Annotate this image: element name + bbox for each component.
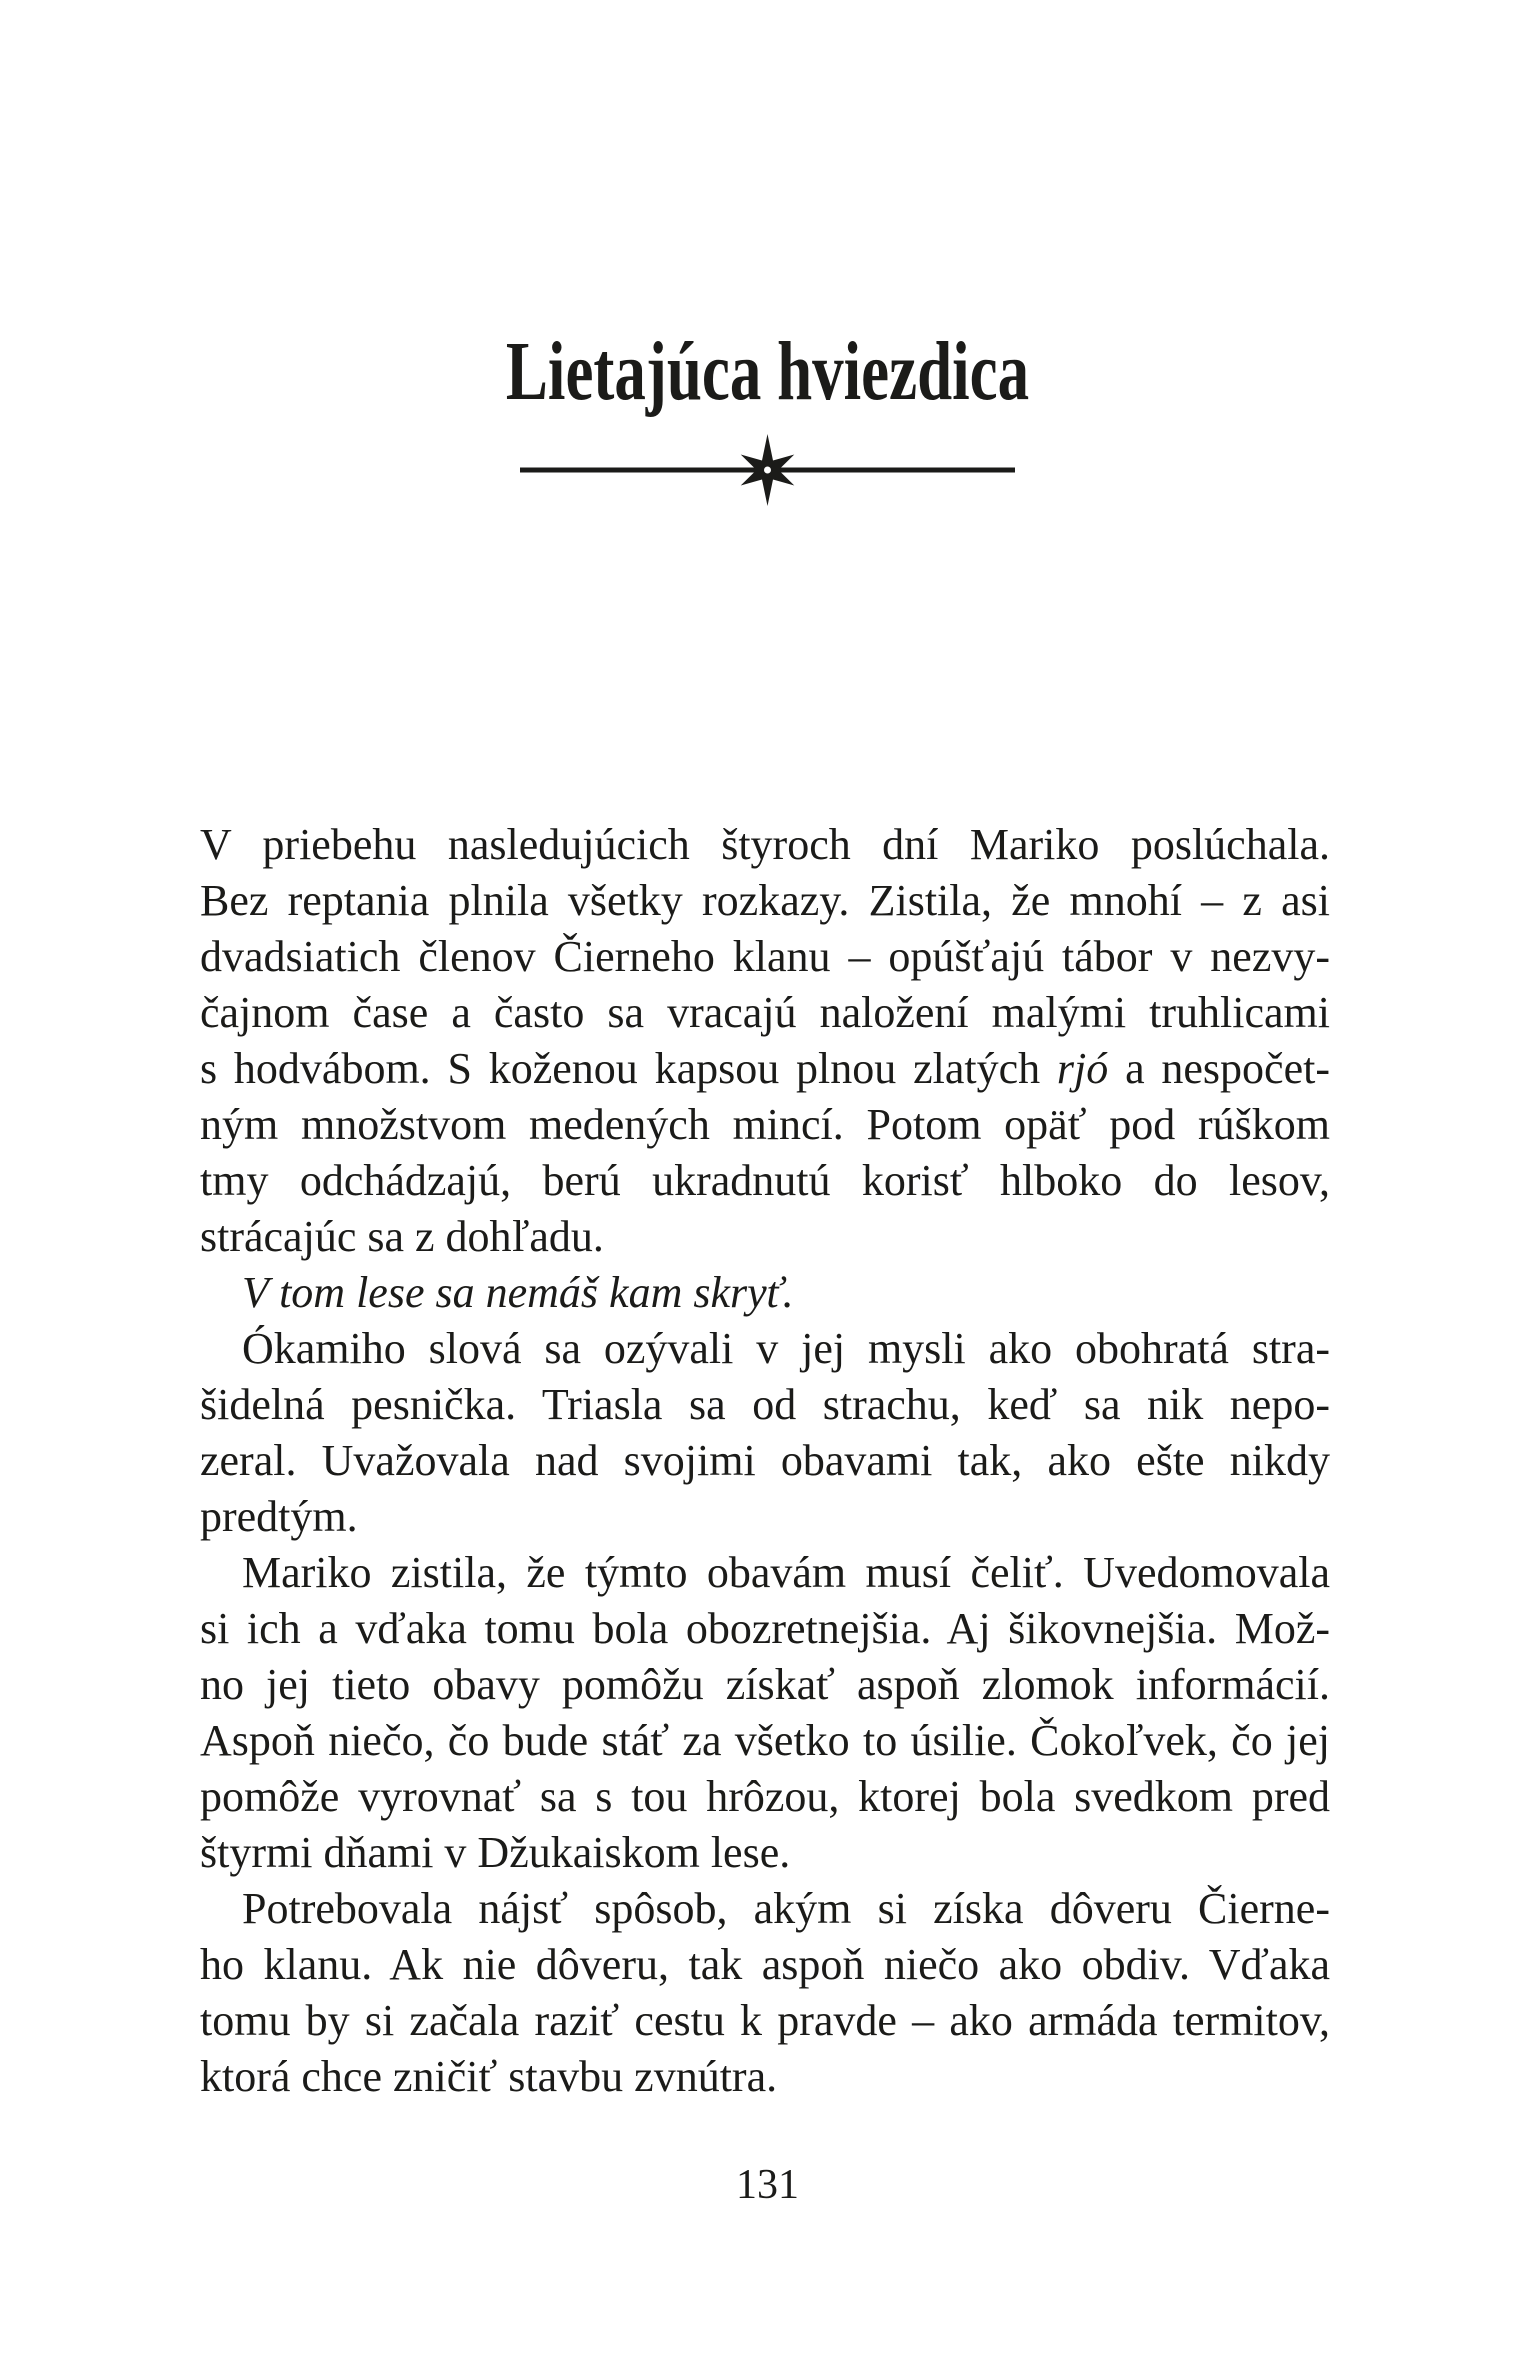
text-line: ho klanu. Ak nie dôveru, tak aspoň niečo ako obdiv. Vďaka xyxy=(200,1940,1330,1989)
text-line: Aspoň niečo, čo bude stáť za všetko to úsilie. Čokoľvek, čo jej xyxy=(200,1716,1330,1765)
star-divider xyxy=(520,430,1015,510)
text-line: s hodvábom. S koženou kapsou plnou zlatých rjó a nespočet- xyxy=(200,1044,1330,1093)
text-line: tomu by si začala raziť cestu k pravde – ako armáda termitov, xyxy=(200,1996,1330,2045)
page-number: 131 xyxy=(736,2162,799,2208)
text-line: strácajúc sa z dohľadu. xyxy=(200,1212,604,1261)
text-line: Bez reptania plnila všetky rozkazy. Zistila, že mnohí – z asi xyxy=(200,876,1330,925)
text-line: štyrmi dňami v Džukaiskom lese. xyxy=(200,1828,791,1877)
star-ornament-icon xyxy=(520,430,1015,510)
text-line: V tom lese sa nemáš kam skryť. xyxy=(242,1268,794,1317)
text-line: si ich a vďaka tomu bola obozretnejšia. Aj šikovnejšia. Mož- xyxy=(200,1604,1330,1653)
text-line: Ókamiho slová sa ozývali v jej mysli ako obohratá stra- xyxy=(242,1324,1330,1373)
text-line: predtým. xyxy=(200,1492,358,1541)
text-line: ktorá chce zničiť stavbu zvnútra. xyxy=(200,2052,778,2101)
text-line: zeral. Uvažovala nad svojimi obavami tak, ako ešte nikdy xyxy=(200,1436,1330,1485)
text-line: V priebehu nasledujúcich štyroch dní Mariko poslúchala. xyxy=(200,820,1330,869)
text-line: tmy odchádzajú, berú ukradnutú korisť hlboko do lesov, xyxy=(200,1156,1330,1205)
text-line: dvadsiatich členov Čierneho klanu – opúšťajú tábor v nezvy- xyxy=(200,932,1330,981)
chapter-body xyxy=(200,817,1330,2105)
text-line: šidelná pesnička. Triasla sa od strachu, keď sa nik nepo- xyxy=(200,1380,1330,1429)
text-line: Mariko zistila, že týmto obavám musí čeliť. Uvedomovala xyxy=(242,1548,1330,1597)
text-line: no jej tieto obavy pomôžu získať aspoň zlomok informácií. xyxy=(200,1660,1330,1709)
text-line: čajnom čase a často sa vracajú naložení malými truhlicami xyxy=(200,988,1330,1037)
text-line: ným množstvom medených mincí. Potom opäť pod rúškom xyxy=(200,1100,1330,1149)
chapter-title: Lietajúca hviezdica xyxy=(505,325,1030,418)
text-line: pomôže vyrovnať sa s tou hrôzou, ktorej bola svedkom pred xyxy=(200,1772,1330,1821)
text-line: Potrebovala nájsť spôsob, akým si získa dôveru Čierne- xyxy=(242,1884,1330,1933)
